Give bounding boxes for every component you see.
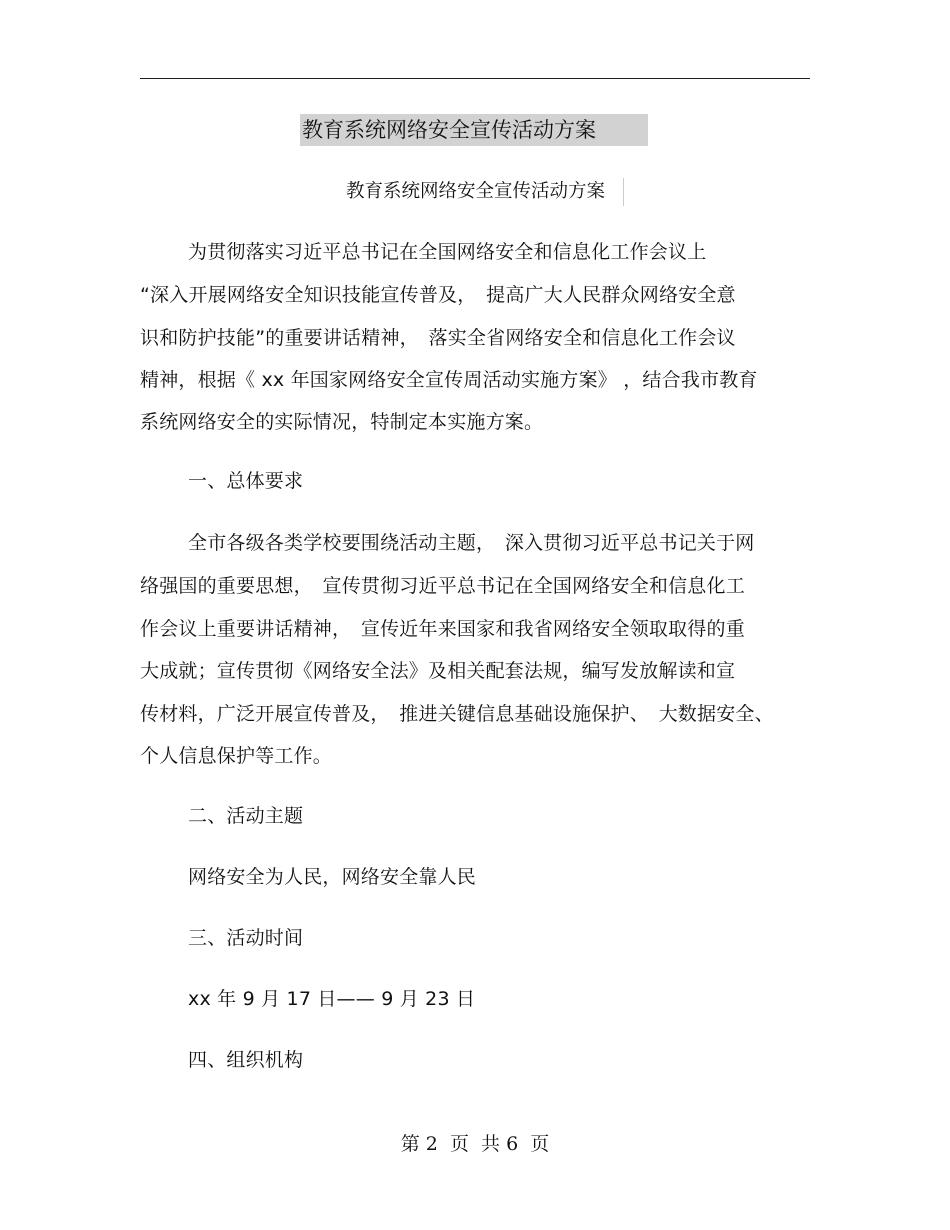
text-line: 系统网络安全的实际情况，特制定本实施方案。 — [140, 411, 544, 433]
text-line: 全市各级各类学校要围绕活动主题， 深入贯彻习近平总书记关于网 — [188, 532, 755, 554]
activity-theme-text: 网络安全为人民，网络安全靠人民 — [188, 866, 477, 888]
section-heading-activity-time: 三、活动时间 — [188, 927, 304, 949]
text-line: 个人信息保护等工作。 — [140, 745, 333, 767]
text-line: 精神，根据《 xx 年国家网络安全宣传周活动实施方案》 ，结合我市教育 — [140, 369, 758, 391]
section-heading-organization: 四、组织机构 — [188, 1049, 304, 1071]
text-line: 识和防护技能”的重要讲话精神， 落实全省网络安全和信息化工作会议 — [140, 327, 736, 349]
activity-time-text: xx 年 9 月 17 日—— 9 月 23 日 — [188, 988, 476, 1010]
text-line: 络强国的重要思想， 宣传贯彻习近平总书记在全国网络安全和信息化工 — [140, 575, 745, 597]
text-line: 作会议上重要讲话精神， 宣传近年来国家和我省网络安全领取取得的重 — [140, 618, 745, 640]
section-heading-activity-theme: 二、活动主题 — [188, 805, 304, 827]
document-subtitle: 教育系统网络安全宣传活动方案 — [346, 178, 624, 206]
text-line: 传材料，广泛开展宣传普及， 推进关键信息基础设施保护、 大数据安全、 — [140, 703, 774, 725]
text-line: “深入开展网络安全知识技能宣传普及， 提高广大人民群众网络安全意 — [140, 284, 736, 306]
document-title: 教育系统网络安全宣传活动方案 — [300, 114, 648, 146]
header-rule — [140, 78, 810, 79]
section-heading-general-requirements: 一、总体要求 — [188, 470, 304, 492]
page-number-footer: 第 2 页 共 6 页 — [400, 1133, 550, 1155]
text-line: 为贯彻落实习近平总书记在全国网络安全和信息化工作会议上 — [188, 241, 707, 263]
text-line: 大成就；宣传贯彻《网络安全法》及相关配套法规，编写发放解读和宣 — [140, 660, 736, 682]
